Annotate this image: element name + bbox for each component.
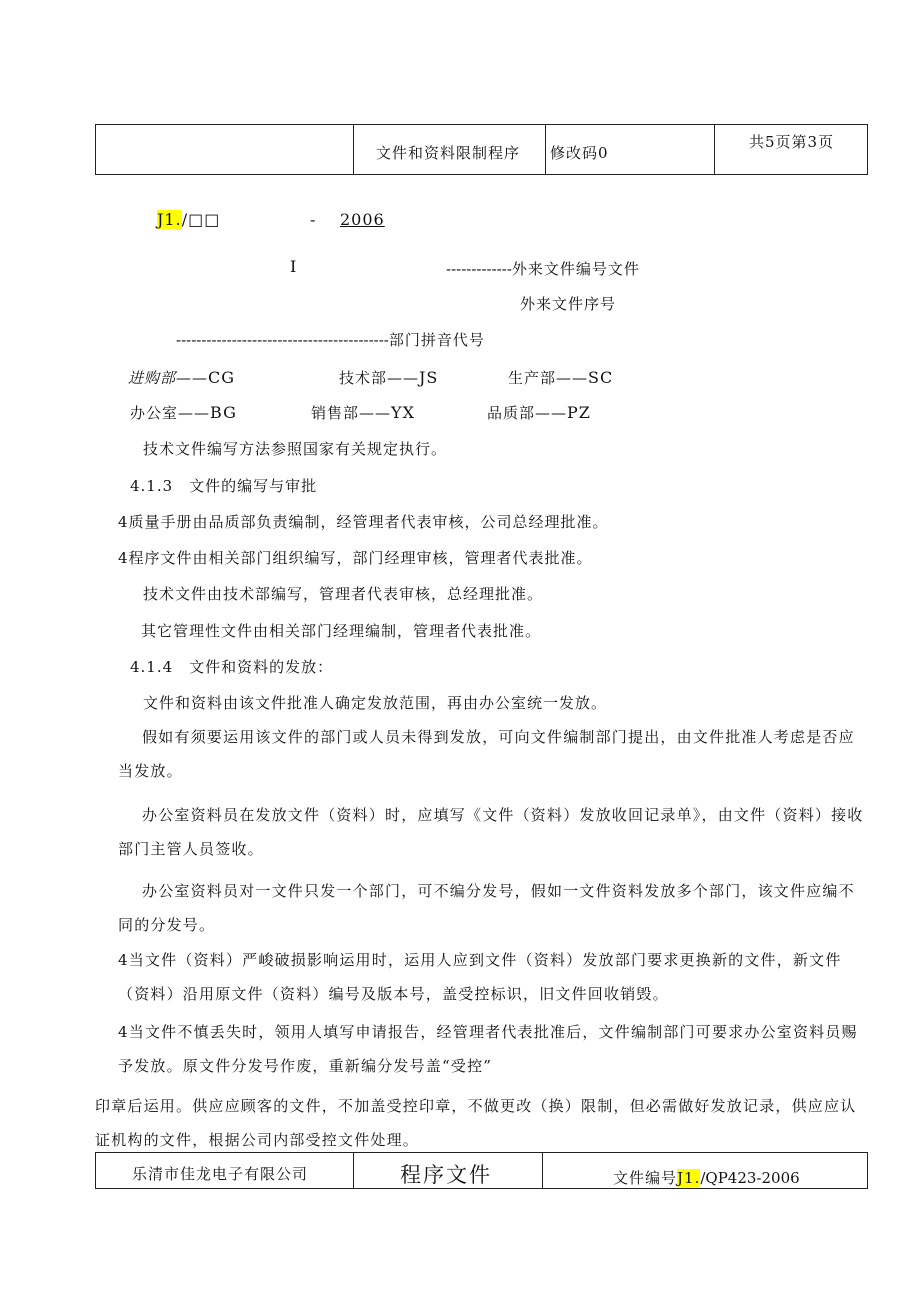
paragraph-customer-docs: 印章后运用。供应应顾客的文件，不加盖受控印章，不做更改（换）限制，但必需做好发放记录，供应应认证机构的文件，根据公司内部受控文件处理。 xyxy=(95,1097,857,1149)
doc-number-label: 文件编号 xyxy=(613,1169,678,1187)
paragraph-other-docs: 其它管理性文件由相关部门经理编制，管理者代表批准。 xyxy=(141,622,542,640)
dept-name: 技术部 xyxy=(339,369,388,387)
diagram-line-1 xyxy=(446,258,640,279)
doc-number xyxy=(613,1167,800,1188)
section-4-1-3: 4.1.3 文件的编写与审批 xyxy=(130,477,318,495)
dept-production xyxy=(508,367,613,388)
dept-sep: —— xyxy=(176,369,209,387)
dept-office xyxy=(130,402,237,423)
code-line xyxy=(157,210,220,229)
diagram-line-3-dashes: ------------------------------------------ xyxy=(176,331,389,349)
diagram-line-1-label: 外来文件编号文件 xyxy=(511,260,640,278)
doc-type: 程序文件 xyxy=(400,1163,492,1187)
paragraph-missing-distribution: 假如有须要运用该文件的部门或人员未得到发放，可向文件编制部门提出，由文件批准人考虑是否应当发放。 xyxy=(118,728,855,780)
dept-name: 办公室 xyxy=(130,404,179,422)
dept-sep: —— xyxy=(359,404,392,422)
footer-doctype-cell xyxy=(353,1153,542,1188)
footer-company-cell xyxy=(96,1153,353,1188)
paragraph-distribution-number: 办公室资料员对一文件只发一个部门，可不编分发号，假如一文件资料发放多个部门，该文件应编不同的分发号。 xyxy=(118,882,855,934)
diagram-line-2-label: 外来文件序号 xyxy=(520,295,617,313)
dept-quality xyxy=(487,402,591,423)
company-name: 乐清市佳龙电子有限公司 xyxy=(132,1165,309,1183)
dept-sep: —— xyxy=(387,369,420,387)
section-4-1-4: 4.1.4 文件和资料的发放： xyxy=(130,658,334,676)
diagram-line-3-label: 部门拼音代号 xyxy=(388,331,485,349)
header-table xyxy=(95,124,868,175)
diagram-line-3 xyxy=(176,329,485,350)
header-empty-cell xyxy=(96,125,353,174)
dept-code: YX xyxy=(391,403,415,422)
revision-code: 修改码0 xyxy=(550,144,609,162)
diagram-line-1-dashes: ------------- xyxy=(446,260,512,278)
dept-name: 进购部 xyxy=(128,369,177,387)
code-dash: - xyxy=(310,210,317,229)
dept-sep: —— xyxy=(178,404,211,422)
dept-code: JS xyxy=(419,368,439,387)
dept-name: 生产部 xyxy=(508,369,557,387)
paragraph-record-signing: 办公室资料员在发放文件（资料）时，应填写《文件（资料）发放收回记录单》，由文件（资料）接收部门主管人员签收。 xyxy=(118,806,864,858)
code-prefix: J1. xyxy=(157,210,182,229)
paragraph-quality-manual: 4质量手册由品质部负责编制，经管理者代表审核，公司总经理批准。 xyxy=(118,513,609,531)
paragraph-lost-docs: 4当文件不慎丢失时，领用人填写申请报告，经管理者代表批准后，文件编制部门可要求办公室资料员赐予发放。原文件分发号作废，重新编分发号盖“受控” xyxy=(118,1023,858,1075)
dept-sales xyxy=(311,402,415,423)
footer-table xyxy=(95,1152,868,1189)
paragraph-damaged-docs: 4当文件（资料）严峻破损影响运用时，运用人应到文件（资料）发放部门要求更换新的文件，新文件（资料）沿用原文件（资料）编号及版本号，盖受控标识，旧文件回收销毁。 xyxy=(118,951,842,1003)
code-year: 2006 xyxy=(340,210,385,229)
dept-name: 销售部 xyxy=(311,404,360,422)
header-revision-cell xyxy=(545,125,714,174)
dept-sep: —— xyxy=(535,404,568,422)
header-title-cell xyxy=(353,125,545,174)
footer-docno-cell xyxy=(542,1153,869,1188)
doc-number-prefix: J1. xyxy=(677,1169,701,1187)
doc-title: 文件和资料限制程序 xyxy=(376,144,521,162)
dept-code: PZ xyxy=(567,403,591,422)
header-pages-cell xyxy=(714,125,869,174)
diagram-marker: I xyxy=(290,257,298,276)
doc-number-rest: /QP423-2006 xyxy=(700,1169,800,1187)
dept-name: 品质部 xyxy=(487,404,536,422)
page-count: 共5页第3页 xyxy=(749,133,835,151)
code-boxes: /□□ xyxy=(181,210,221,229)
dept-code: BG xyxy=(210,403,237,422)
paragraph-tech-standards: 技术文件编写方法参照国家有关规定执行。 xyxy=(143,440,448,458)
dept-sep: —— xyxy=(556,369,589,387)
dept-code: SC xyxy=(588,368,614,387)
dept-technology xyxy=(339,367,438,388)
paragraph-tech-docs: 技术文件由技术部编写，管理者代表审核，总经理批准。 xyxy=(143,585,544,603)
paragraph-distribution-scope: 文件和资料由该文件批准人确定发放范围，再由办公室统一发放。 xyxy=(143,694,608,712)
dept-code: CG xyxy=(208,368,236,387)
dept-purchasing xyxy=(128,367,235,388)
paragraph-procedure-docs: 4程序文件由相关部门组织编写，部门经理审核，管理者代表批准。 xyxy=(118,549,593,567)
